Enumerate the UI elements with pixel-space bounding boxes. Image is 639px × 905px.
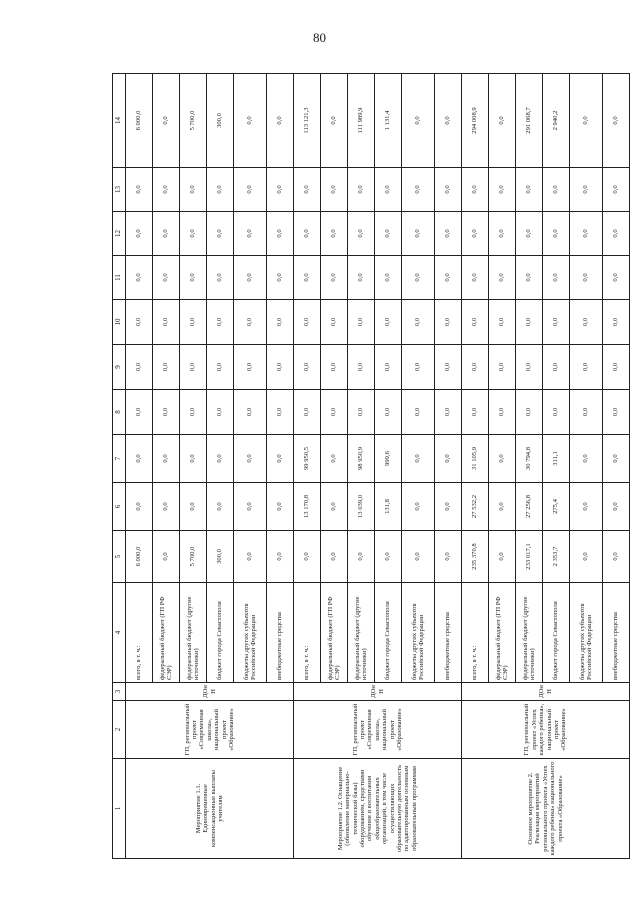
value-cell: 0,0 bbox=[126, 390, 153, 435]
header-cell: 13 bbox=[113, 168, 126, 212]
value-cell: 0,0 bbox=[603, 435, 630, 483]
header-cell: 2 bbox=[113, 701, 126, 759]
value-cell: 0,0 bbox=[603, 256, 630, 300]
value-cell: 0,0 bbox=[603, 212, 630, 256]
header-cell: 11 bbox=[113, 256, 126, 300]
measure-description: Мероприятие 1.1. Единовременные компенсационные выплаты учителям bbox=[126, 759, 294, 859]
value-cell: 27 532,2 bbox=[462, 483, 489, 531]
executor: ДОиН bbox=[462, 683, 630, 701]
value-cell: 0,0 bbox=[489, 300, 516, 345]
value-cell: 0,0 bbox=[570, 256, 603, 300]
value-cell: 0,0 bbox=[126, 168, 153, 212]
header-cell: 7 bbox=[113, 435, 126, 483]
total-cell: 0,0 bbox=[570, 74, 603, 168]
value-cell: 0,0 bbox=[234, 256, 267, 300]
total-cell: 113 121,3 bbox=[294, 74, 321, 168]
value-cell: 0,0 bbox=[207, 483, 234, 531]
value-cell: 0,0 bbox=[126, 256, 153, 300]
header-cell: 9 bbox=[113, 345, 126, 390]
funding-source: бюджет города Севастополя bbox=[375, 583, 402, 683]
value-cell: 311,1 bbox=[543, 435, 570, 483]
value-cell: 0,0 bbox=[294, 300, 321, 345]
value-cell: 0,0 bbox=[516, 168, 543, 212]
value-cell: 0,0 bbox=[267, 300, 294, 345]
value-cell: 0,0 bbox=[321, 345, 348, 390]
value-cell: 0,0 bbox=[489, 531, 516, 583]
value-cell: 0,0 bbox=[570, 300, 603, 345]
value-cell: 0,0 bbox=[207, 168, 234, 212]
funding-source: федеральный бюджет (другие источники) bbox=[516, 583, 543, 683]
value-cell: 0,0 bbox=[234, 212, 267, 256]
funding-source: бюджеты других субъектов Российской Федерации bbox=[570, 583, 603, 683]
value-cell: 2 353,7 bbox=[543, 531, 570, 583]
executor: ДОиН bbox=[294, 683, 462, 701]
value-cell: 0,0 bbox=[234, 483, 267, 531]
funding-source: федеральный бюджет (ГП РФ СЭР) bbox=[321, 583, 348, 683]
value-cell: 99 950,5 bbox=[294, 435, 321, 483]
funding-source: федеральный бюджет (другие источники) bbox=[348, 583, 375, 683]
value-cell: 0,0 bbox=[153, 390, 180, 435]
value-cell: 0,0 bbox=[570, 345, 603, 390]
value-cell: 27 256,8 bbox=[516, 483, 543, 531]
funding-source: всего, в т. ч.: bbox=[462, 583, 489, 683]
value-cell: 0,0 bbox=[516, 345, 543, 390]
value-cell: 0,0 bbox=[489, 168, 516, 212]
funding-source: бюджеты других субъектов Российской Федерации bbox=[234, 583, 267, 683]
value-cell: 0,0 bbox=[153, 531, 180, 583]
value-cell: 0,0 bbox=[603, 300, 630, 345]
value-cell: 0,0 bbox=[543, 256, 570, 300]
value-cell: 0,0 bbox=[543, 168, 570, 212]
value-cell: 0,0 bbox=[321, 212, 348, 256]
value-cell: 0,0 bbox=[375, 531, 402, 583]
value-cell: 0,0 bbox=[570, 212, 603, 256]
value-cell: 0,0 bbox=[402, 212, 435, 256]
value-cell: 0,0 bbox=[435, 168, 462, 212]
total-cell: 0,0 bbox=[267, 74, 294, 168]
value-cell: 0,0 bbox=[207, 212, 234, 256]
header-cell: 6 bbox=[113, 483, 126, 531]
value-cell: 0,0 bbox=[321, 390, 348, 435]
value-cell: 0,0 bbox=[435, 390, 462, 435]
value-cell: 0,0 bbox=[180, 345, 207, 390]
value-cell: 0,0 bbox=[267, 345, 294, 390]
value-cell: 0,0 bbox=[321, 256, 348, 300]
value-cell: 0,0 bbox=[375, 212, 402, 256]
value-cell: 0,0 bbox=[570, 390, 603, 435]
value-cell: 0,0 bbox=[294, 256, 321, 300]
value-cell: 0,0 bbox=[603, 345, 630, 390]
total-cell: 6 000,0 bbox=[126, 74, 153, 168]
value-cell: 0,0 bbox=[153, 212, 180, 256]
value-cell: 0,0 bbox=[516, 212, 543, 256]
value-cell: 999,6 bbox=[375, 435, 402, 483]
funding-source: внебюджетные средства bbox=[603, 583, 630, 683]
value-cell: 0,0 bbox=[435, 300, 462, 345]
table-row bbox=[462, 74, 489, 859]
value-cell: 0,0 bbox=[126, 212, 153, 256]
value-cell: 0,0 bbox=[402, 345, 435, 390]
value-cell: 13 170,8 bbox=[294, 483, 321, 531]
value-cell: 0,0 bbox=[126, 300, 153, 345]
value-cell: 0,0 bbox=[207, 256, 234, 300]
header-cell: 8 bbox=[113, 390, 126, 435]
value-cell: 0,0 bbox=[321, 435, 348, 483]
value-cell: 0,0 bbox=[294, 531, 321, 583]
value-cell: 0,0 bbox=[207, 435, 234, 483]
table-header-row bbox=[113, 74, 126, 859]
value-cell: 0,0 bbox=[153, 345, 180, 390]
value-cell: 0,0 bbox=[234, 435, 267, 483]
value-cell: 0,0 bbox=[267, 168, 294, 212]
value-cell: 0,0 bbox=[267, 256, 294, 300]
funding-source: всего, в т. ч.: bbox=[126, 583, 153, 683]
value-cell: 300,0 bbox=[207, 531, 234, 583]
program-name: ГП, региональный проект «Современная школа», национальный проект «Образование» bbox=[294, 701, 462, 759]
value-cell: 0,0 bbox=[321, 168, 348, 212]
header-cell: 12 bbox=[113, 212, 126, 256]
value-cell: 0,0 bbox=[180, 300, 207, 345]
value-cell: 0,0 bbox=[267, 531, 294, 583]
value-cell: 0,0 bbox=[348, 300, 375, 345]
funding-source: бюджет города Севастополя bbox=[207, 583, 234, 683]
value-cell: 5 700,0 bbox=[180, 531, 207, 583]
value-cell: 0,0 bbox=[543, 345, 570, 390]
value-cell: 0,0 bbox=[126, 345, 153, 390]
value-cell: 0,0 bbox=[603, 390, 630, 435]
value-cell: 0,0 bbox=[435, 256, 462, 300]
value-cell: 0,0 bbox=[570, 435, 603, 483]
total-cell: 291 068,7 bbox=[516, 74, 543, 168]
total-cell: 1 131,4 bbox=[375, 74, 402, 168]
total-cell: 0,0 bbox=[234, 74, 267, 168]
value-cell: 6 000,0 bbox=[126, 531, 153, 583]
value-cell: 0,0 bbox=[462, 212, 489, 256]
value-cell: 31 105,9 bbox=[462, 435, 489, 483]
total-cell: 0,0 bbox=[489, 74, 516, 168]
value-cell: 0,0 bbox=[570, 168, 603, 212]
funding-source: федеральный бюджет (ГП РФ СЭР) bbox=[153, 583, 180, 683]
value-cell: 0,0 bbox=[180, 483, 207, 531]
value-cell: 0,0 bbox=[375, 168, 402, 212]
value-cell: 0,0 bbox=[543, 390, 570, 435]
value-cell: 0,0 bbox=[462, 300, 489, 345]
value-cell: 0,0 bbox=[234, 345, 267, 390]
budget-table-area bbox=[112, 74, 620, 859]
value-cell: 0,0 bbox=[348, 531, 375, 583]
value-cell: 235 370,8 bbox=[462, 531, 489, 583]
total-cell: 0,0 bbox=[402, 74, 435, 168]
funding-source: федеральный бюджет (ГП РФ СЭР) bbox=[489, 583, 516, 683]
value-cell: 0,0 bbox=[267, 435, 294, 483]
value-cell: 0,0 bbox=[126, 483, 153, 531]
value-cell: 13 039,0 bbox=[348, 483, 375, 531]
value-cell: 98 950,9 bbox=[348, 435, 375, 483]
value-cell: 0,0 bbox=[153, 256, 180, 300]
total-cell: 2 940,2 bbox=[543, 74, 570, 168]
value-cell: 0,0 bbox=[402, 483, 435, 531]
funding-source: бюджет города Севастополя bbox=[543, 583, 570, 683]
value-cell: 275,4 bbox=[543, 483, 570, 531]
value-cell: 0,0 bbox=[543, 300, 570, 345]
value-cell: 0,0 bbox=[489, 256, 516, 300]
value-cell: 0,0 bbox=[234, 390, 267, 435]
budget-table bbox=[112, 73, 630, 859]
value-cell: 0,0 bbox=[180, 168, 207, 212]
value-cell: 0,0 bbox=[435, 435, 462, 483]
funding-source: федеральный бюджет (другие источники) bbox=[180, 583, 207, 683]
value-cell: 0,0 bbox=[234, 168, 267, 212]
total-cell: 0,0 bbox=[321, 74, 348, 168]
value-cell: 0,0 bbox=[570, 531, 603, 583]
value-cell: 0,0 bbox=[489, 390, 516, 435]
value-cell: 30 794,8 bbox=[516, 435, 543, 483]
value-cell: 0,0 bbox=[348, 345, 375, 390]
value-cell: 0,0 bbox=[516, 390, 543, 435]
value-cell: 0,0 bbox=[348, 168, 375, 212]
value-cell: 0,0 bbox=[603, 531, 630, 583]
funding-source: внебюджетные средства bbox=[435, 583, 462, 683]
value-cell: 0,0 bbox=[348, 390, 375, 435]
value-cell: 0,0 bbox=[321, 483, 348, 531]
value-cell: 0,0 bbox=[489, 345, 516, 390]
value-cell: 0,0 bbox=[570, 483, 603, 531]
value-cell: 0,0 bbox=[153, 300, 180, 345]
program-name: ГП, региональный проект «Современная школа», национальный проект «Образование» bbox=[126, 701, 294, 759]
value-cell: 0,0 bbox=[402, 435, 435, 483]
table-row bbox=[126, 74, 153, 859]
value-cell: 0,0 bbox=[375, 390, 402, 435]
value-cell: 0,0 bbox=[375, 256, 402, 300]
value-cell: 0,0 bbox=[267, 483, 294, 531]
value-cell: 0,0 bbox=[180, 390, 207, 435]
value-cell: 0,0 bbox=[207, 345, 234, 390]
total-cell: 294 008,9 bbox=[462, 74, 489, 168]
total-cell: 300,0 bbox=[207, 74, 234, 168]
value-cell: 0,0 bbox=[402, 300, 435, 345]
rotated-table-wrapper bbox=[112, 74, 620, 859]
measure-description: Основное мероприятие 2. Реализация мероприятий регионального проекта «Успех каждого ребенка» национального проекта «Образование» bbox=[462, 759, 630, 859]
value-cell: 0,0 bbox=[402, 531, 435, 583]
value-cell: 0,0 bbox=[234, 300, 267, 345]
value-cell: 0,0 bbox=[489, 435, 516, 483]
value-cell: 0,0 bbox=[462, 345, 489, 390]
total-cell: 0,0 bbox=[153, 74, 180, 168]
value-cell: 0,0 bbox=[462, 256, 489, 300]
value-cell: 0,0 bbox=[180, 435, 207, 483]
value-cell: 0,0 bbox=[489, 483, 516, 531]
funding-source: внебюджетные средства bbox=[267, 583, 294, 683]
value-cell: 0,0 bbox=[435, 212, 462, 256]
value-cell: 233 017,1 bbox=[516, 531, 543, 583]
value-cell: 0,0 bbox=[267, 390, 294, 435]
value-cell: 0,0 bbox=[375, 345, 402, 390]
header-cell: 1 bbox=[113, 759, 126, 859]
value-cell: 0,0 bbox=[516, 300, 543, 345]
table-row bbox=[294, 74, 321, 859]
executor: ДОиН bbox=[126, 683, 294, 701]
value-cell: 0,0 bbox=[153, 435, 180, 483]
value-cell: 0,0 bbox=[180, 212, 207, 256]
value-cell: 0,0 bbox=[435, 531, 462, 583]
value-cell: 0,0 bbox=[402, 390, 435, 435]
value-cell: 0,0 bbox=[375, 300, 402, 345]
total-cell: 0,0 bbox=[603, 74, 630, 168]
value-cell: 0,0 bbox=[462, 390, 489, 435]
value-cell: 131,8 bbox=[375, 483, 402, 531]
value-cell: 0,0 bbox=[294, 345, 321, 390]
value-cell: 0,0 bbox=[516, 256, 543, 300]
value-cell: 0,0 bbox=[603, 483, 630, 531]
page-number: 80 bbox=[313, 30, 326, 45]
funding-source: всего, в т. ч.: bbox=[294, 583, 321, 683]
program-name: ГП, региональный проект «Успех каждого ребенка», национальный проект «Образование» bbox=[462, 701, 630, 759]
value-cell: 0,0 bbox=[294, 212, 321, 256]
value-cell: 0,0 bbox=[294, 390, 321, 435]
total-cell: 5 700,0 bbox=[180, 74, 207, 168]
value-cell: 0,0 bbox=[321, 531, 348, 583]
value-cell: 0,0 bbox=[348, 212, 375, 256]
value-cell: 0,0 bbox=[543, 212, 570, 256]
header-cell: 10 bbox=[113, 300, 126, 345]
total-cell: 111 989,9 bbox=[348, 74, 375, 168]
value-cell: 0,0 bbox=[348, 256, 375, 300]
value-cell: 0,0 bbox=[207, 390, 234, 435]
measure-description: Мероприятие 1.2. Оснащение (обновление материально-технической базы) оборудованием, средствами обучения и воспитания общеобразовательных организаций, в том числе осуществляющих образовательную деятельность по адаптированным основным образовательным программам bbox=[294, 759, 462, 859]
value-cell: 0,0 bbox=[489, 212, 516, 256]
value-cell: 0,0 bbox=[180, 256, 207, 300]
header-cell: 14 bbox=[113, 74, 126, 168]
funding-source: бюджеты других субъектов Российской Федерации bbox=[402, 583, 435, 683]
value-cell: 0,0 bbox=[234, 531, 267, 583]
total-cell: 0,0 bbox=[435, 74, 462, 168]
value-cell: 0,0 bbox=[402, 168, 435, 212]
header-cell: 4 bbox=[113, 583, 126, 683]
value-cell: 0,0 bbox=[207, 300, 234, 345]
value-cell: 0,0 bbox=[126, 435, 153, 483]
value-cell: 0,0 bbox=[435, 483, 462, 531]
value-cell: 0,0 bbox=[435, 345, 462, 390]
value-cell: 0,0 bbox=[402, 256, 435, 300]
header-cell: 5 bbox=[113, 531, 126, 583]
value-cell: 0,0 bbox=[294, 168, 321, 212]
value-cell: 0,0 bbox=[462, 168, 489, 212]
header-cell: 3 bbox=[113, 683, 126, 701]
value-cell: 0,0 bbox=[153, 168, 180, 212]
value-cell: 0,0 bbox=[321, 300, 348, 345]
value-cell: 0,0 bbox=[267, 212, 294, 256]
value-cell: 0,0 bbox=[153, 483, 180, 531]
value-cell: 0,0 bbox=[603, 168, 630, 212]
